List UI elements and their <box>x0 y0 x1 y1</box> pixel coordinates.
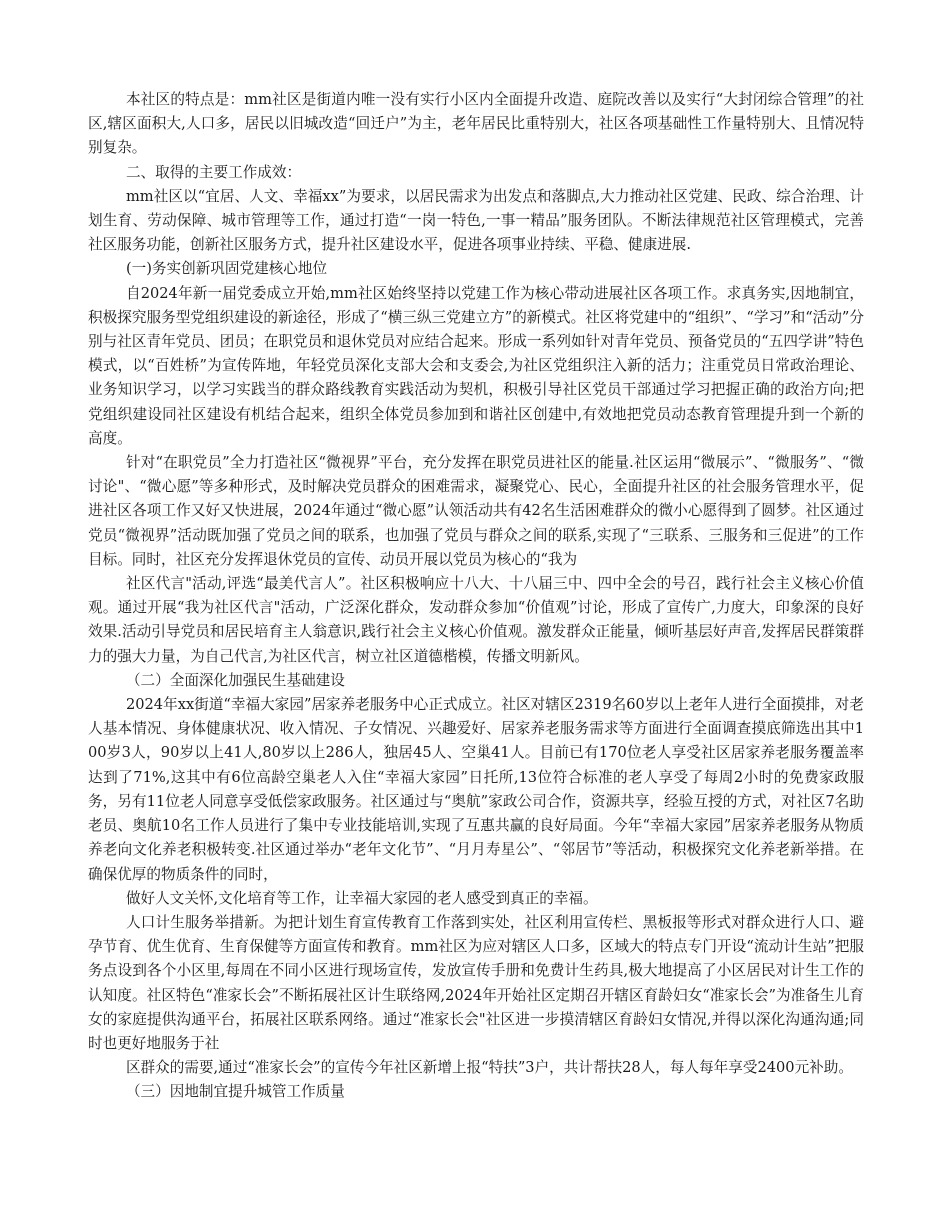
paragraph-elderly-care: 2024年xx街道“幸福大家园”居家养老服务中心正式成立。社区对辖区2319名60岁以上老年人进行全面摸排，对老人基本情况、身体健康状况、收入情况、子女情况、兴趣爱好、居家养老服务需求等方面进行全面调查摸底筛选出其中100岁3人，90岁以上41人,80岁以上286人，独居45人、空巢41人。目前已有170位老人享受社区居家养老服务覆盖率达到了71%,这其中有6位高龄空巢老人入住“幸福大家园”日托所,13位符合标准的老人享受了每周2小时的免费家政服务，另有11位老人同意享受低偿家政服务。社区通过与“奥航”家政公司合作，资源共享，经验互授的方式，对社区7名助老员、奥航10名工作人员进行了集中专业技能培训,实现了互惠共赢的良好局面。今年“幸福大家园”居家养老服务从物质养老向文化养老积极转变.社区通过举办“老年文化节”、“月月寿星公”、“邻居节”等活动，积极探究文化养老新举措。在确保优厚的物质条件的同时， <box>88 696 864 883</box>
paragraph-family-planning: 人口计生服务举措新。为把计划生育宣传教育工作落到实处，社区利用宣传栏、黑板报等形式对群众进行人口、避孕节育、优生优育、生育保健等方面宣传和教育。mm社区为应对辖区人口多，区域大的特点专门开设“流动计生站”把服务点设到各个小区里,每周在不同小区进行现场宣传，发放宣传手册和免费计生药具,极大地提高了小区居民对计生工作的认知度。社区特色“准家长会”不断拓展社区计生联络网,2024年开始社区定期召开辖区育龄妇女“准家长会”为准备生儿育女的家庭提供沟通平台，拓展社区联系网络。通过“准家长会"社区进一步摸清辖区育龄妇女情况,并得以深化沟通沟通;同时也更好地服务于社 <box>88 913 864 1052</box>
paragraph-party-model: 自2024年新一届党委成立开始,mm社区始终坚持以党建工作为核心带动进展社区各项工作。求真务实,因地制宜，积极探究服务型党组织建设的新途径，形成了“横三纵三党建立方”的新模式。社区将党建中的“组织”、“学习”和“活动”分别与社区青年党员、团员；在职党员和退休党员对应结合起来。形成一系列如针对青年党员、预备党员的“五四学讲”特色模式，以“百姓桥”为宣传阵地，年轻党员深化支部大会和支委会,为社区党组织注入新的活力；注重党员日常政治理论、业务知识学习，以学习实践当的群众路线教育实践活动为契机，积极引导社区党员干部通过学习把握正确的政治方向;把党组织建设同社区建设有机结合起来，组织全体党员参加到和谐社区创建中,有效地把党员动态教育管理提升到一个新的高度。 <box>88 284 864 447</box>
paragraph-special-support: 区群众的需要,通过“准家长会”的宣传今年社区新增上报“特扶”3户，共计帮扶28人，每人每年享受2400元补助。 <box>125 1059 853 1077</box>
heading-urban-management: （三）因地制宜提升城管工作质量 <box>125 1083 345 1101</box>
paragraph-humanistic-care: 做好人文关怀,文化培育等工作，让幸福大家园的老人感受到真正的幸福。 <box>125 889 598 907</box>
heading-main-achievements: 二、取得的主要工作成效： <box>125 163 302 181</box>
paragraph-community-spokesperson: 社区代言"活动,评选“最美代言人”。社区积极响应十八大、十八届三中、四中全会的号召，践行社会主义核心价值观。通过开展“我为社区代言"活动，广泛深化群众，发动群众参加“价值观”讨论，形成了宣传广,力度大，印象深的良好效果.活动引导党员和居民培育主人翁意识,践行社会主义核心价值观。激发群众正能量，倾听基层好声音,发挥居民群策群力的强大力量，为自己代言,为社区代言，树立社区道德楷模，传播文明新风。 <box>88 575 864 665</box>
heading-party-building: (一)务实创新巩固党建核心地位 <box>125 260 328 278</box>
paragraph-overview: mm社区以“宜居、人文、幸福xx”为要求，以居民需求为出发点和落脚点,大力推动社区党建、民政、综合治理、计划生育、劳动保障、城市管理等工作，通过打造“一岗一特色,一事一精品”服务团队。不断法律规范社区管理模式，完善社区服务功能，创新社区服务方式，提升社区建设水平，促进各项事业持续、平稳、健康进展. <box>88 187 864 254</box>
paragraph-community-features: 本社区的特点是：mm社区是街道内唯一没有实行小区内全面提升改造、庭院改善以及实行“大封闭综合管理”的社区,辖区面积大,人口多，居民以旧城改造“回迁户”为主，老年居民比重特别大，社区各项基础性工作量特别大、且情况特别复杂。 <box>88 91 864 157</box>
paragraph-micro-vision: 针对“在职党员”全力打造社区“微视界”平台，充分发挥在职党员进社区的能量.社区运用“微展示”、“微服务”、“微讨论"、“微心愿”等多种形式，及时解决党员群众的困难需求，凝聚党心、民心，全面提升社区的社会服务管理水平，促进社区各项工作又好又快进展，2024年通过“微心愿”认领活动共有42名生活困难群众的微小心愿得到了圆梦。社区通过党员“微视界”活动既加强了党员之间的联系，也加强了党员与群众之间的联系,实现了“三联系、三服务和三促进”的工作目标。同时，社区充分发挥退休党员的宣传、动员开展以党员为核心的“我为 <box>88 454 864 568</box>
heading-livelihood: （二）全面深化加强民生基础建设 <box>125 671 345 689</box>
